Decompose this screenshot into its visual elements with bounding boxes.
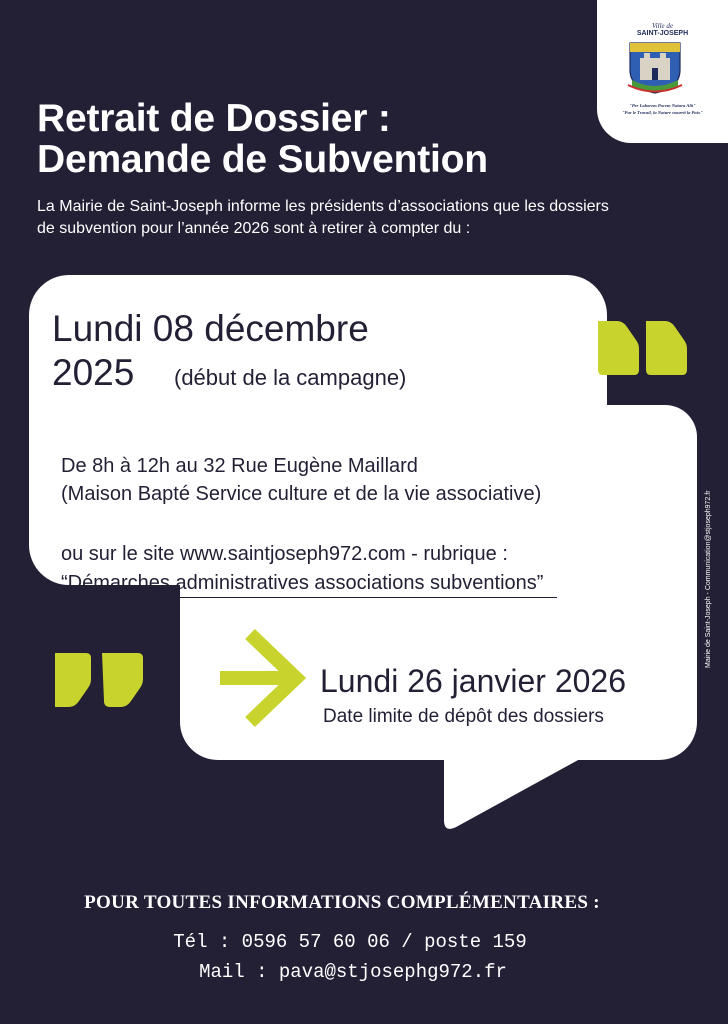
footer-phone: Tél : 0596 57 60 06 / poste 159 bbox=[173, 931, 527, 953]
location-line2: (Maison Bapté Service culture et de la vie associative) bbox=[61, 483, 542, 505]
intro-text bbox=[37, 196, 697, 240]
vertical-credit: Mairie de Saint-Joseph - Communication@stjoseph972.fr bbox=[705, 490, 712, 668]
location-line1: De 8h à 12h au 32 Rue Eugène Maillard bbox=[61, 455, 418, 477]
start-date-line2: 2025 bbox=[52, 352, 135, 393]
logo-card bbox=[597, 0, 728, 143]
arrow-right-icon bbox=[218, 628, 308, 728]
logo-motto-latin: "Per Laborem Pacem Natura Alit" bbox=[629, 103, 696, 108]
footer-title: POUR TOUTES INFORMATIONS COMPLÉMENTAIRES : bbox=[84, 892, 600, 913]
page-title bbox=[37, 98, 597, 180]
logo-title-line1: Ville de bbox=[651, 22, 674, 30]
title-line2: Demande de Subvention bbox=[37, 138, 488, 181]
deadline-date: Lundi 26 janvier 2026 bbox=[320, 663, 627, 699]
title-line1: Retrait de Dossier : bbox=[37, 97, 391, 140]
logo-title-line2: SAINT-JOSEPH bbox=[636, 30, 689, 37]
intro-line1: La Mairie de Saint-Joseph informe les présidents d’associations que les dossiers bbox=[37, 198, 609, 215]
quote-open-icon bbox=[52, 650, 147, 710]
quote-close-icon bbox=[595, 318, 690, 378]
intro-line2: de subvention pour l’année 2026 sont à retirer à compter du : bbox=[37, 220, 471, 237]
website-rubrique: “Démarches administratives associations subventions” bbox=[61, 569, 557, 598]
city-shield-icon bbox=[626, 40, 684, 95]
website-line: ou sur le site www.saintjoseph972.com - rubrique : bbox=[61, 543, 508, 565]
location-info bbox=[61, 452, 661, 508]
footer-email: Mail : pava@stjosephg972.fr bbox=[199, 961, 507, 983]
campaign-note: (début de la campagne) bbox=[174, 365, 407, 390]
deadline-label: Date limite de dépôt des dossiers bbox=[323, 706, 604, 727]
start-date-line1: Lundi 08 décembre bbox=[52, 308, 369, 349]
logo-motto-french: "Par le Travail, la Nature nourrit la Paix" bbox=[622, 110, 703, 115]
